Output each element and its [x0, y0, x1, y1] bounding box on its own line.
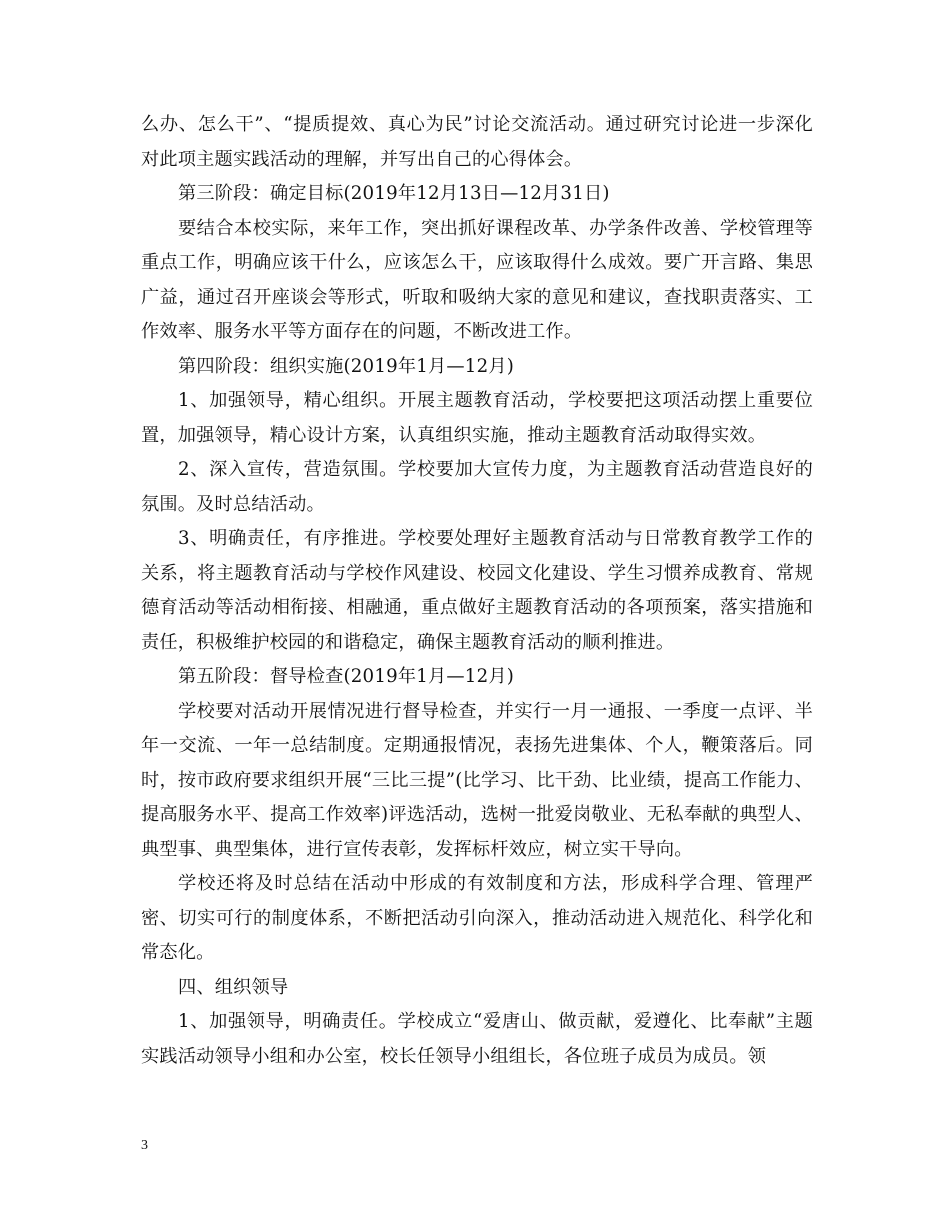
paragraph-section-four-item-1: 1、加强领导，明确责任。学校成立“爱唐山、做贡献，爱遵化、比奉献”主题实践活动领导小组和办公室，校长任领导小组组长，各位班子成员为成员。领: [141, 1011, 813, 1067]
heading-stage-five: 第五阶段：督导检查(2019年1月—12月): [178, 666, 515, 687]
paragraph-stage-five-body: 学校要对活动开展情况进行督导检查，并实行一月一通报、一季度一点评、半年一交流、一年一总结制度。定期通报情况，表扬先进集体、个人，鞭策落后。同时，按市政府要求组织开展“三比三提”(比学习、比干劲、比业绩，提高工作能力、提高服务水平、提高工作效率)评选活动，选树一批爱岗敬业、无私奉献的典型人、典型事、典型集体，进行宣传表彰，发挥标杆效应，树立实干导向。: [141, 700, 813, 860]
paragraph-stage-four-item-3: 3、明确责任，有序推进。学校要处理好主题教育活动与日常教育教学工作的关系，将主题教育活动与学校作风建设、校园文化建设、学生习惯养成教育、常规德育活动等活动相衔接、相融通，重点做好主题教育活动的各项预案，落实措施和责任，积极维护校园的和谐稳定，确保主题教育活动的顺利推进。: [141, 528, 813, 653]
document-body: [141, 108, 813, 1074]
heading-section-four: 四、组织领导: [178, 976, 289, 998]
paragraph-summary: 学校还将及时总结在活动中形成的有效制度和方法，形成科学合理、管理严密、切实可行的制度体系，不断把活动引向深入，推动活动进入规范化、科学化和常态化。: [141, 873, 813, 963]
paragraph-stage-four-item-1: 1、加强领导，精心组织。开展主题教育活动，学校要把这项活动摆上重要位置，加强领导，精心设计方案，认真组织实施，推动主题教育活动取得实效。: [141, 390, 813, 446]
paragraph-continuation: 么办、怎么干”、“提质提效、真心为民”讨论交流活动。通过研究讨论进一步深化对此项主题实践活动的理解，并写出自己的心得体会。: [141, 114, 813, 170]
heading-stage-four: 第四阶段：组织实施(2019年1月—12月): [178, 355, 515, 377]
paragraph-stage-three-body: 要结合本校实际，来年工作，突出抓好课程改革、办学条件改善、学校管理等重点工作，明确应该干什么，应该怎么干，应该取得什么成效。要广开言路、集思广益，通过召开座谈会等形式，听取和吸纳大家的意见和建议，查找职责落实、工作效率、服务水平等方面存在的问题，不断改进工作。: [141, 217, 813, 342]
heading-stage-three: 第三阶段：确定目标(2019年12月13日—12月31日): [178, 183, 610, 204]
page-number: 3: [141, 1138, 148, 1153]
paragraph-stage-four-item-2: 2、深入宣传，营造氛围。学校要加大宣传力度，为主题教育活动营造良好的氛围。及时总结活动。: [141, 459, 813, 515]
